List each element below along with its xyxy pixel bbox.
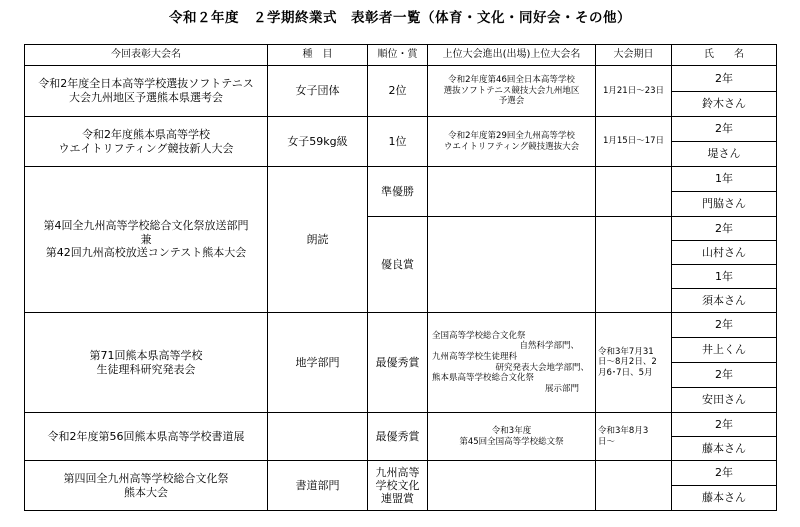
page-title: 令和２年度 ２学期終業式 表彰者一覧（体育・文化・同好会・その他）: [169, 10, 631, 26]
header-upper-tournament: 上位大会進出(出場)上位大会名: [428, 45, 596, 66]
category: 書道部門: [268, 461, 368, 511]
event-name: 第四回全九州高等学校総合文化祭 熊本大会: [25, 461, 268, 511]
event-date-empty: [596, 167, 672, 217]
upper-tournament: 令和3年度 第45回全国高等学校総文祭: [428, 413, 596, 461]
award-table: [24, 44, 777, 511]
upper-tournament-empty: [428, 167, 596, 217]
rank: 九州高等 学校文化 連盟賞: [368, 461, 428, 511]
table-row: [25, 117, 777, 142]
grade: 2年: [672, 363, 777, 388]
header-name: 氏 名: [672, 45, 777, 66]
event-date: 令和3年7月31 日〜8月2日、2 月6･7日、5月: [596, 313, 672, 413]
upper-tournament: 令和2年度第46回全日本高等学校 選抜ソフトテニス競技大会九州地区 予選会: [428, 66, 596, 117]
upper-line: 全国高等学校総合文化祭: [432, 330, 526, 341]
event-date: 1月15日〜17日: [596, 117, 672, 167]
table-row: [25, 167, 777, 192]
grade: 2年: [672, 117, 777, 142]
upper-tournament: [428, 313, 596, 413]
grade: 1年: [672, 167, 777, 192]
upper-tournament-empty: [428, 217, 596, 313]
event-date: 令和3年8月3 日〜: [596, 413, 672, 461]
event-date: 1月21日〜23日: [596, 66, 672, 117]
category: 女子団体: [268, 66, 368, 117]
upper-line: 九州高等学校生徒理科: [432, 351, 518, 362]
upper-line: 熊本県高等学校総合文化祭: [432, 373, 535, 384]
student-name: 藤本さん: [672, 486, 777, 511]
table-row: [25, 413, 777, 437]
event-name: 令和2年度全日本高等学校選抜ソフトテニス 大会九州地区予選熊本県選考会: [25, 66, 268, 117]
upper-line: 展示部門: [544, 383, 579, 394]
rank: 2位: [368, 66, 428, 117]
student-name: 山村さん: [672, 241, 777, 265]
header-category: 種 目: [268, 45, 368, 66]
event-name: 令和2年度第56回熊本県高等学校書道展: [25, 413, 268, 461]
header-rank: 順位・賞: [368, 45, 428, 66]
upper-line: 研究発表大会地学部門、: [495, 362, 589, 373]
event-name: 第71回熊本県高等学校 生徒理科研究発表会: [25, 313, 268, 413]
rank: 最優秀賞: [368, 313, 428, 413]
header-row: [25, 45, 777, 66]
event-date-empty: [596, 217, 672, 313]
table-row: [25, 66, 777, 92]
upper-tournament-empty: [428, 461, 596, 511]
rank: 1位: [368, 117, 428, 167]
rank: 優良賞: [368, 217, 428, 313]
student-name: 安田さん: [672, 388, 777, 413]
table-row: [25, 461, 777, 486]
upper-tournament: 令和2年度第29回全九州高等学校 ウエイトリフティング競技選抜大会: [428, 117, 596, 167]
grade: 2年: [672, 217, 777, 241]
grade: 2年: [672, 313, 777, 338]
grade: 1年: [672, 265, 777, 289]
student-name: 門脇さん: [672, 192, 777, 217]
category-empty: [268, 413, 368, 461]
header-date: 大会期日: [596, 45, 672, 66]
event-name: 令和2年度熊本県高等学校 ウエイトリフティング競技新人大会: [25, 117, 268, 167]
grade: 2年: [672, 66, 777, 92]
event-name: 第4回全九州高等学校総合文化祭放送部門 兼 第42回九州高校放送コンテスト熊本大会: [25, 167, 268, 313]
grade: 2年: [672, 413, 777, 437]
student-name: 藤本さん: [672, 437, 777, 461]
category: 朗読: [268, 167, 368, 313]
student-name: 堤さん: [672, 142, 777, 167]
category: 地学部門: [268, 313, 368, 413]
rank: 最優秀賞: [368, 413, 428, 461]
student-name: 鈴木さん: [672, 92, 777, 117]
grade: 2年: [672, 461, 777, 486]
table-row: [25, 313, 777, 338]
header-event: 今回表彰大会名: [25, 45, 268, 66]
upper-line: 自然科学部門、: [519, 341, 579, 352]
rank: 準優勝: [368, 167, 428, 217]
event-date-empty: [596, 461, 672, 511]
category: 女子59kg級: [268, 117, 368, 167]
student-name: 須本さん: [672, 289, 777, 313]
student-name: 井上くん: [672, 338, 777, 363]
